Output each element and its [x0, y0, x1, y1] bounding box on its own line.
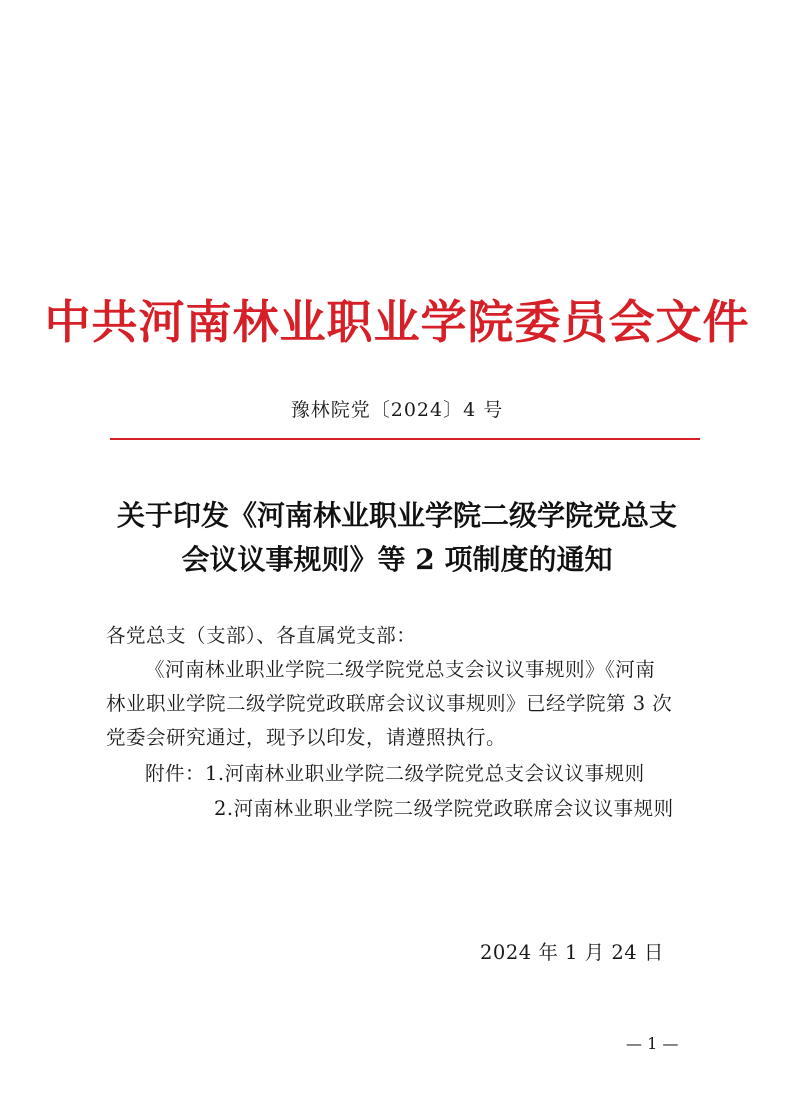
page-number: — 1 —	[626, 1034, 679, 1053]
issue-date: 2024 年 1 月 24 日	[480, 941, 664, 964]
issuer-title: 中共河南林业职业学院委员会文件	[44, 295, 750, 349]
body-paragraph-line-2: 林业职业学院二级学院党政联席会议议事规则》已经学院第 3 次	[106, 692, 673, 715]
body-paragraph-line-1: 《河南林业职业学院二级学院党总支会议议事规则》《河南	[145, 658, 656, 681]
notice-title-line-2: 会议议事规则》等 2 项制度的通知	[181, 543, 613, 576]
attachment-2: 2.河南林业职业学院二级学院党政联席会议议事规则	[214, 797, 674, 820]
attachment-1: 附件：1.河南林业职业学院二级学院党总支会议议事规则	[145, 762, 645, 785]
recipients-line: 各党总支（支部）、各直属党支部：	[106, 624, 417, 647]
document-number: 豫林院党〔2024〕4 号	[290, 399, 504, 421]
notice-title-line-1: 关于印发《河南林业职业学院二级学院党总支	[116, 499, 677, 532]
body-paragraph-line-3: 党委会研究通过，现予以印发，请遵照执行。	[106, 726, 507, 749]
red-divider-line	[110, 438, 700, 440]
